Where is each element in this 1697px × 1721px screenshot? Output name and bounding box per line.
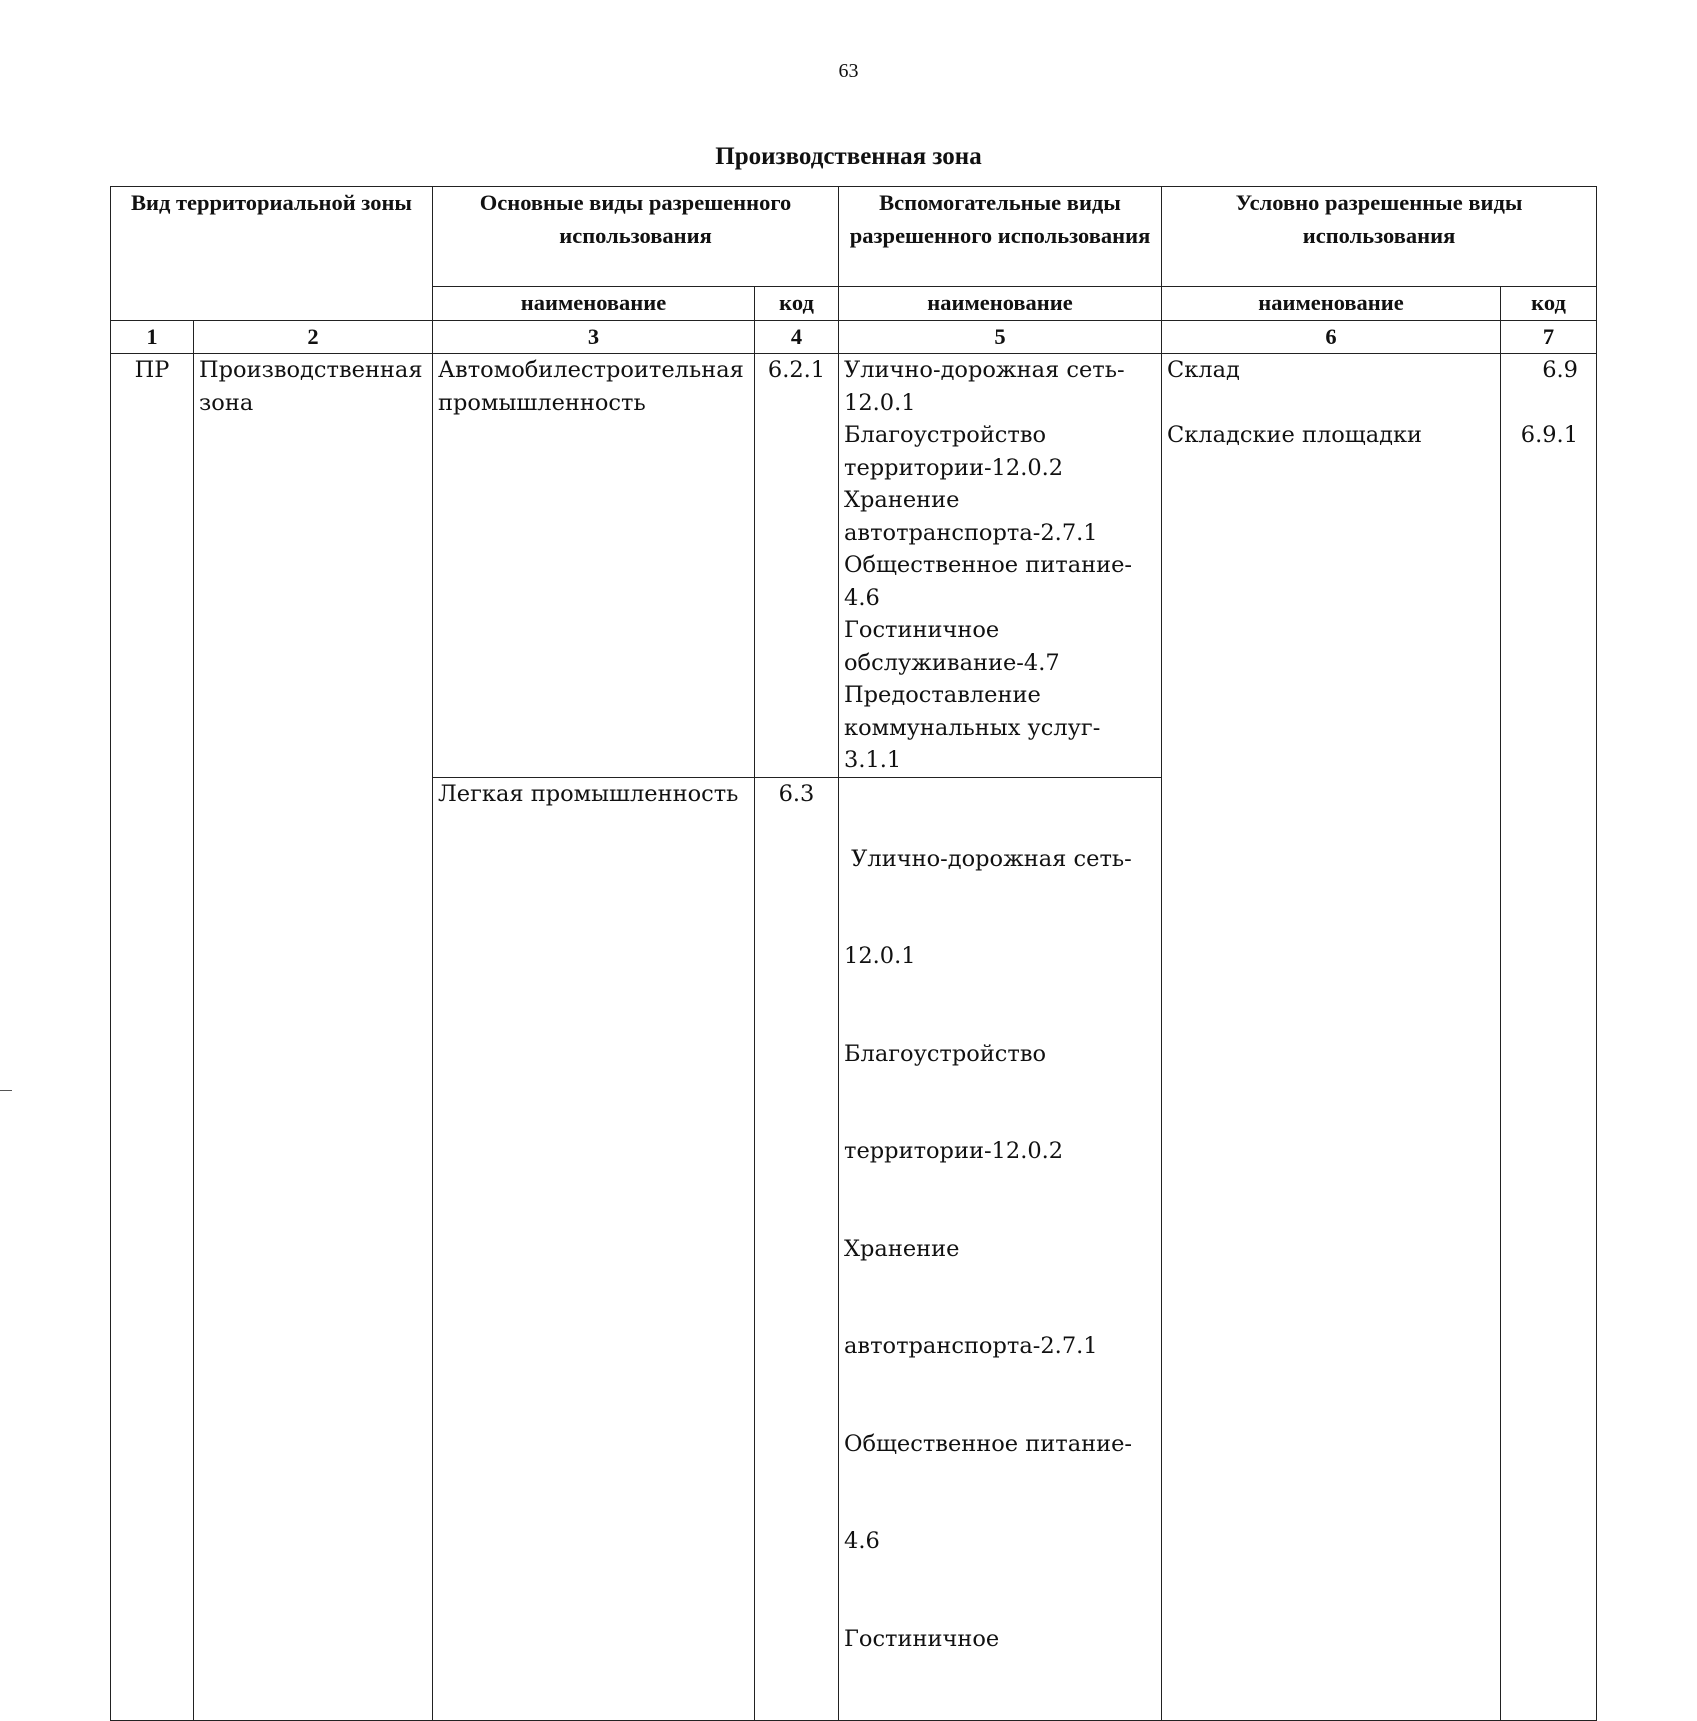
column-number: 3 (433, 320, 755, 354)
header-row-main (111, 187, 1597, 287)
aux-use-line: территории-12.0.2 (844, 454, 1064, 481)
column-number: 2 (194, 320, 433, 354)
conditional-uses-code-cell (1501, 354, 1597, 1721)
column-number: 7 (1501, 320, 1597, 354)
header-main-code: код (755, 287, 839, 321)
aux-use-line: 4.6 (844, 1528, 880, 1554)
conditional-use-name: Склад (1167, 357, 1240, 383)
conditional-uses-name-cell (1162, 354, 1501, 1721)
land-use-table (110, 186, 1597, 1721)
conditional-use-name: Складские площадки (1167, 422, 1423, 448)
aux-use-line: обслуживание-4.7 (844, 649, 1060, 676)
aux-use-line: 4.6 (844, 584, 880, 611)
main-use-code-cell: 6.3 (755, 777, 839, 1721)
scan-edge-mark (0, 1090, 12, 1091)
aux-use-line: Хранение (844, 487, 960, 513)
header-aux-uses: Вспомогательные виды разрешенного использования (839, 187, 1162, 287)
conditional-use-code: 6.9.1 (1520, 422, 1579, 448)
main-use-name-cell: Легкая промышленность (433, 777, 755, 1721)
aux-use-line: Общественное питание- (844, 1430, 1133, 1457)
aux-use-line: 3.1.1 (844, 747, 902, 773)
aux-use-line: Улично-дорожная сеть- (844, 845, 1132, 872)
aux-use-line: коммунальных услуг- (844, 714, 1101, 741)
header-main-uses: Основные виды разрешенного использования (433, 187, 839, 287)
conditional-use-code: 6.9 (1542, 357, 1579, 383)
main-use-name-cell: Автомобилестроительная промышленность (433, 354, 755, 778)
spacer-line (1506, 387, 1578, 420)
aux-use-line: 12.0.1 (844, 943, 916, 969)
aux-use-line: территории-12.0.2 (844, 1138, 1064, 1164)
aux-uses-cell (839, 777, 1162, 1721)
header-cond-code: код (1501, 287, 1597, 321)
aux-use-line: Предоставление (844, 682, 1041, 708)
column-number: 5 (839, 320, 1162, 354)
column-number: 6 (1162, 320, 1501, 354)
aux-use-line: Хранение (844, 1235, 960, 1262)
column-number: 1 (111, 320, 194, 354)
aux-use-line: автотранспорта-2.7.1 (844, 519, 1098, 546)
aux-use-line: 12.0.1 (844, 389, 916, 416)
header-zone-type: Вид территориальной зоны (111, 187, 433, 321)
spacer-line (1167, 387, 1495, 420)
aux-use-line: Гостиничное (844, 617, 1000, 643)
page-number: 63 (838, 60, 859, 82)
column-number-row (111, 320, 1597, 354)
aux-use-line: Улично-дорожная сеть- (844, 357, 1125, 383)
aux-use-line: Общественное питание- (844, 552, 1133, 578)
aux-use-line: автотранспорта-2.7.1 (844, 1333, 1098, 1359)
table-row (111, 354, 1597, 778)
header-main-name: наименование (433, 287, 755, 321)
aux-use-line: Благоустройство (844, 1040, 1047, 1067)
header-conditional-uses: Условно разрешенные виды использования (1162, 187, 1597, 287)
zone-code-cell: ПР (111, 354, 194, 1721)
main-use-code-cell: 6.2.1 (755, 354, 839, 778)
aux-use-line: Гостиничное (844, 1625, 1000, 1652)
zone-name-cell: Производственная зона (194, 354, 433, 1721)
header-aux-name: наименование (839, 287, 1162, 321)
aux-use-line: Благоустройство (844, 422, 1047, 448)
column-number: 4 (755, 320, 839, 354)
aux-uses-cell (839, 354, 1162, 778)
header-cond-name: наименование (1162, 287, 1501, 321)
document-title: Производственная зона (715, 143, 982, 170)
